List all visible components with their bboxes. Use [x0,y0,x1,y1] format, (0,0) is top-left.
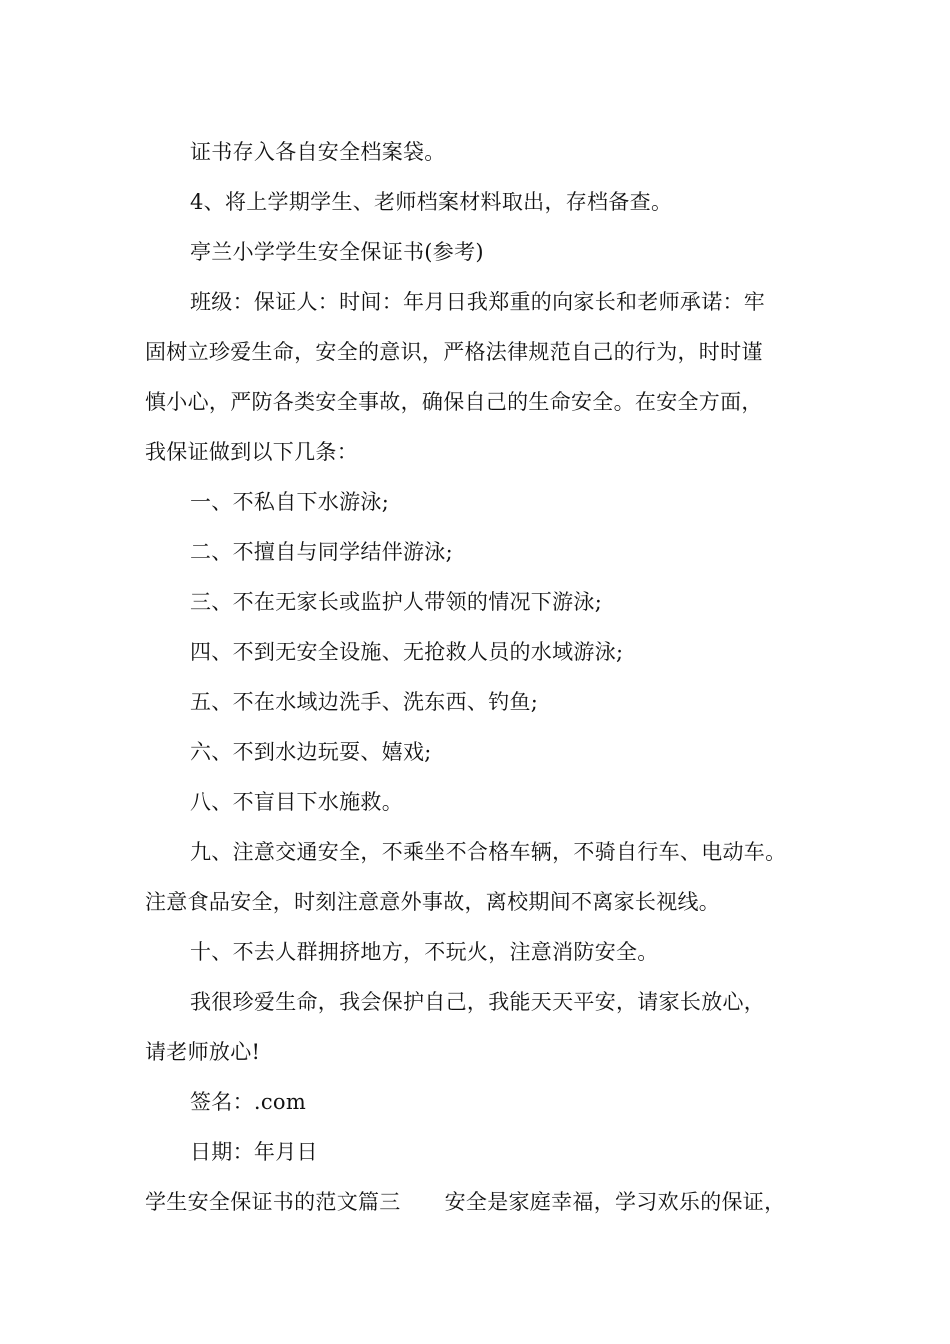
text-line [145,1188,785,1216]
section-heading: 亭兰小学学生安全保证书(参考) [190,240,484,264]
section-title: 学生安全保证书的范文篇三 [145,1190,401,1214]
list-item: 八、不盲目下水施救。 [190,790,403,814]
list-item: 二、不擅自与同学结伴游泳; [190,540,453,564]
text-line: 证书存入各自安全档案袋。 [190,140,446,164]
text-line: 慎小心，严防各类安全事故，确保自己的生命安全。在安全方面， [145,390,763,414]
list-item: 一、不私自下水游泳; [190,490,390,514]
text-line-continuation: 安全是家庭幸福，学习欢乐的保证， [444,1190,786,1214]
date-line: 日期：年月日 [190,1140,318,1164]
text-line: 注意食品安全，时刻注意意外事故，离校期间不离家长视线。 [145,890,721,914]
list-item: 五、不在水域边洗手、洗东西、钓鱼; [190,690,539,714]
text-line: 我很珍爱生命，我会保护自己，我能天天平安，请家长放心， [190,990,766,1014]
text-line: 班级：保证人：时间：年月日我郑重的向家长和老师承诺：牢 [190,290,766,314]
list-item: 九、注意交通安全，不乘坐不合格车辆，不骑自行车、电动车。 [190,840,787,864]
list-item: 六、不到水边玩耍、嬉戏; [190,740,432,764]
list-item: 十、不去人群拥挤地方，不玩火，注意消防安全。 [190,940,659,964]
text-line: 请老师放心! [145,1040,261,1064]
signature-line: 签名：.com [190,1090,307,1114]
list-item: 三、不在无家长或监护人带领的情况下游泳; [190,590,603,614]
list-item: 四、不到无安全设施、无抢救人员的水域游泳; [190,640,624,664]
text-line: 4、将上学期学生、老师档案材料取出，存档备查。 [190,190,673,214]
text-line: 固树立珍爱生命，安全的意识，严格法律规范自己的行为，时时谨 [145,340,763,364]
text-line: 我保证做到以下几条： [145,440,358,464]
